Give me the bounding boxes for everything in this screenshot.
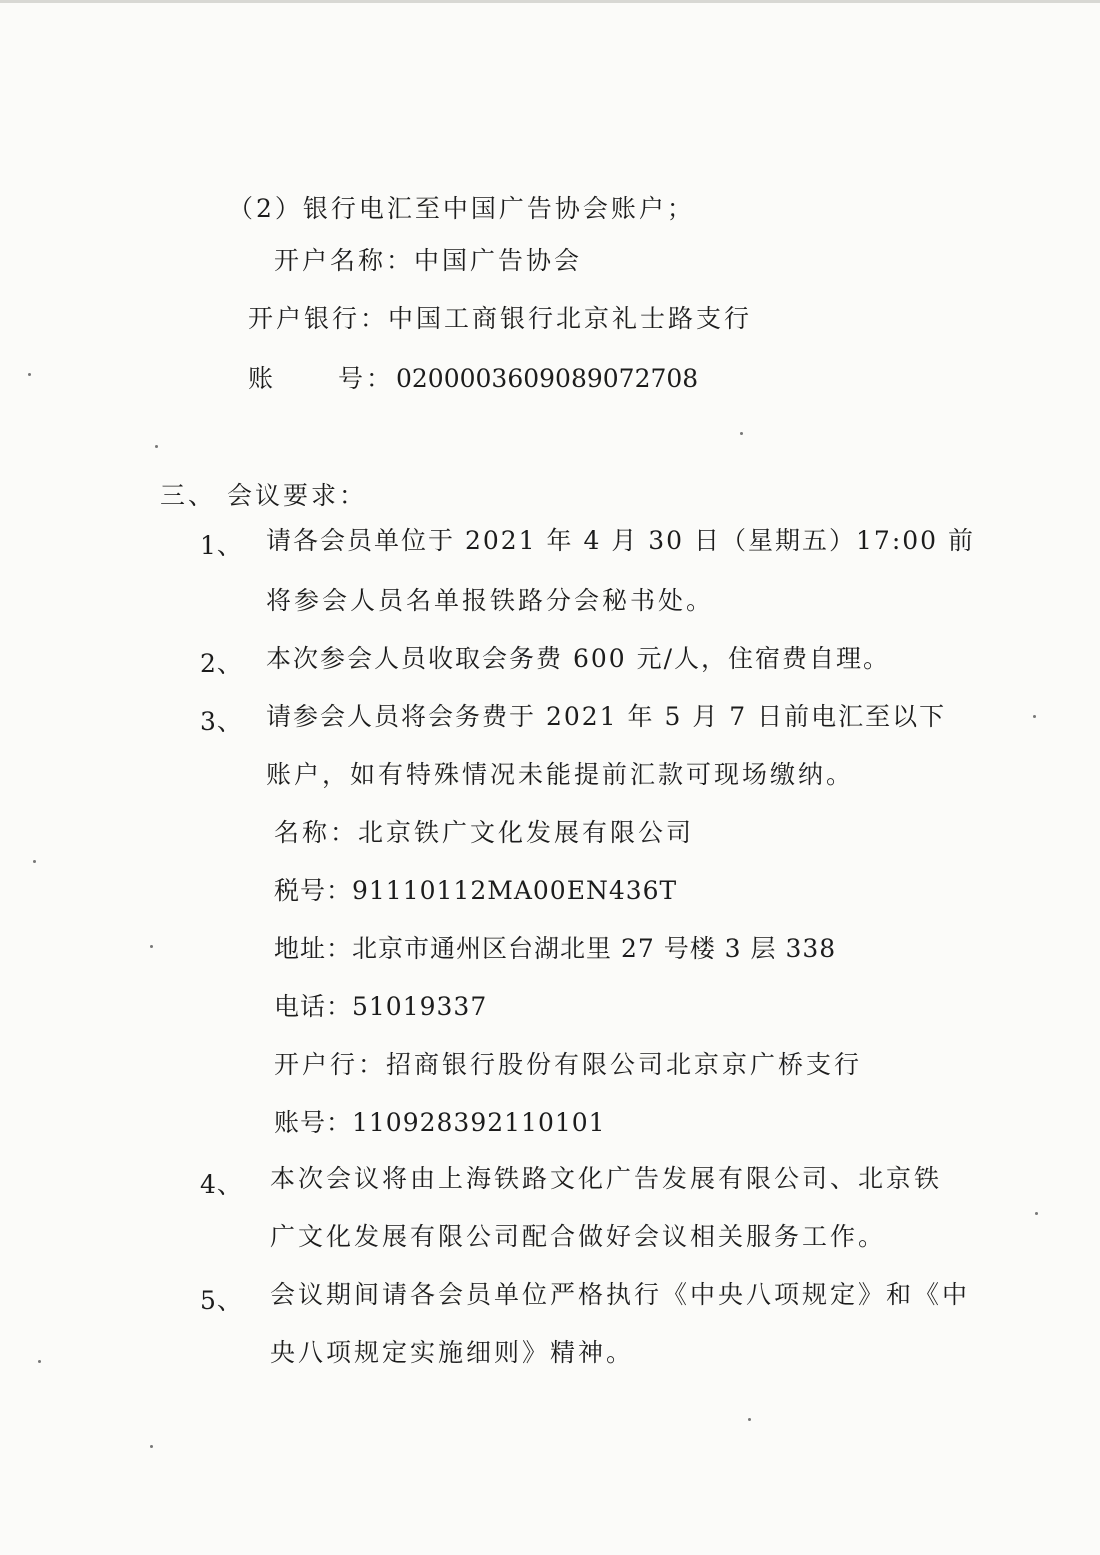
item-5-line-2: 央八项规定实施细则》精神。 [270,1338,635,1367]
account-number-label: 账 [248,364,277,393]
scan-speck [38,1360,41,1363]
scan-top-edge [0,0,1100,3]
scan-speck [1033,715,1036,718]
scan-speck [1035,1212,1038,1215]
bank-name-line: 开户银行：中国工商银行北京礼士路支行 [248,304,753,333]
scan-speck [748,1418,751,1421]
address-line: 地址：北京市通州区台湖北里 27 号楼 3 层 338 [274,934,837,963]
phone-line: 电话：51019337 [274,992,488,1021]
item-3-line-2: 账户，如有特殊情况未能提前汇款可现场缴纳。 [266,760,855,789]
item-1-line-1: 请各会员单位于 2021 年 4 月 30 日（星期五）17:00 前 [266,526,976,555]
receiving-bank-line: 开户行：招商银行股份有限公司北京京广桥支行 [274,1050,863,1079]
item-2-number: 2、 [200,649,243,678]
scan-speck [150,1445,153,1448]
item-5-number: 5、 [200,1286,243,1315]
company-name-line: 名称：北京铁广文化发展有限公司 [274,818,695,847]
item-4-line-2: 广文化发展有限公司配合做好会议相关服务工作。 [270,1222,887,1251]
item-1-line-2: 将参会人员名单报铁路分会秘书处。 [266,586,715,615]
item-4-line-1: 本次会议将由上海铁路文化广告发展有限公司、北京铁 [270,1164,943,1193]
item-2-line-1: 本次参会人员收取会务费 600 元/人，住宿费自理。 [266,644,891,673]
account-name-line: 开户名称：中国广告协会 [274,246,583,275]
item-3-line-1: 请参会人员将会务费于 2021 年 5 月 7 日前电汇至以下 [266,702,947,731]
section-3-heading: 三、 会议要求： [160,481,367,510]
scan-speck [28,373,31,376]
account-number-value: 0200003609089072708 [396,364,699,393]
item-1-number: 1、 [200,531,243,560]
scan-speck [155,445,158,448]
scan-speck [33,860,36,863]
scan-speck [150,945,153,948]
item-3-number: 3、 [200,707,243,736]
receiving-account-line: 账号：110928392110101 [274,1108,606,1137]
account-number-sep: 号： [338,364,395,393]
bank-transfer-heading: （2）银行电汇至中国广告协会账户； [228,194,695,223]
tax-id-line: 税号：91110112MA00EN436T [274,876,678,905]
scan-speck [740,432,743,435]
item-5-line-1: 会议期间请各会员单位严格执行《中央八项规定》和《中 [270,1280,971,1309]
item-4-number: 4、 [200,1170,243,1199]
